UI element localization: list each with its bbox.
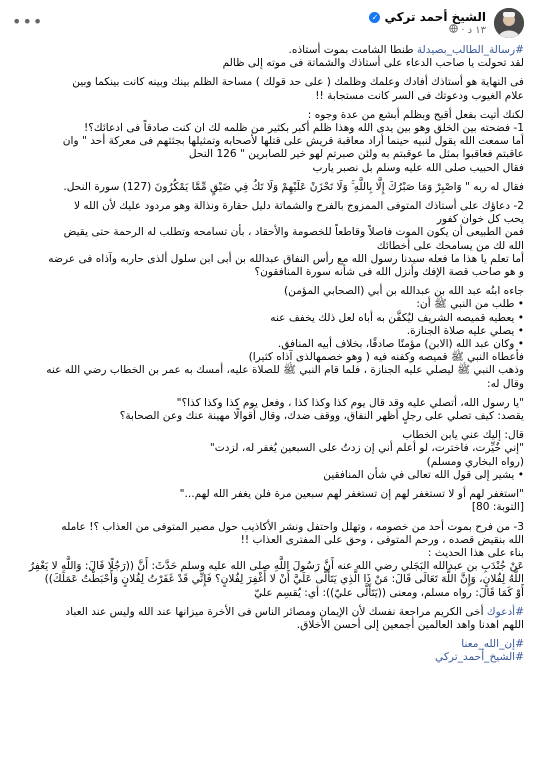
post-text-line: فأعطاه النبي ﷺ قميصه وكفنه فيه ( وهو خصمهالذى آذاه كثيرا)	[248, 351, 524, 364]
author-avatar[interactable]	[494, 8, 524, 38]
post-text-line: جاءه ابنُه عبد الله بن عبدالله بن أبي (الصحابي المؤمن)	[284, 285, 524, 298]
post-text-line: قال: إليك عني يابن الخطاب	[402, 429, 524, 442]
post-text-line: عَنْ جُنْدَبِ بن عبدالله البَجَلي رضي الله عنه أَنَّ رَسُولَ اللَّهِ صلى الله عليه وسلم حَدَّثَ: أَنَّ ((رَجُلًا قَالَ: وَاللَّهِ لا يَغْفِرُ	[28, 560, 524, 573]
post-text-line: "استغفر لهم أو لا تستغفر لهم إن تستغفر لهم سبعين مرة فلن يغفر الله لهم..."	[179, 488, 524, 501]
post-text-line: فقال له ربه " وَاصْبِرْ وَمَا صَبْرُكَ إِلَّا بِاللَّهِ ۚ وَلَا تَحْزَنْ عَلَيْهِمْ وَلَا تَكُ فِي ضَيْقٍ مِّمَّا يَمْكُرُونَ (127) سورة النحل.	[63, 180, 524, 193]
post-text-line: • يعطيه قميصه الشريف ليُكفَّن به أباه لعل ذلك يخفف عنه	[270, 311, 524, 324]
post-text-line: • طلب من النبي ﷺ أن:	[416, 298, 524, 311]
post-text-line: وذهب النبي ﷺ ليصلي عليه الجنازة ، فلما قام النبي ﷺ للصلاة عليه، أمسك به عمر بن الخطاب رضي الله عنه	[46, 364, 524, 377]
post-text-line: فى النهاية هو أستاذك أفادك وعلمك وظلمك ( على حد قولك ) مساحة الظلم بينك وبينه كانت بينكما وبين	[72, 76, 524, 89]
post-text-line: [التوبة: 80]	[471, 501, 524, 514]
author-name[interactable]: الشيخ أحمد تركي	[384, 10, 486, 24]
post-header	[12, 6, 524, 40]
post-text-line: علام الغيوب ودعوتك فى السر كانت مستجابة !!	[315, 89, 524, 102]
post-text-line: عاقبتم فعاقبوا بمثل ما عوقبتم به ولئن صبرتم لهو خير للصابرين " 126 النحل	[188, 148, 524, 161]
post-text-line: #أدعوك أخى الكريم مراجعة نفسك لأن الإيمان ومصائر الناس فى الأخرة ميزانها عند الله وليس عند العباد	[65, 605, 524, 618]
post-text-line: اللَّهُ لِفُلانٍ، وَإِنَّ اللَّهَ تَعَالَى قَالَ: مَنْ ذَا الَّذِي يَتَأَلَّى عَلَيَّ أَنْ لا أَغْفِرَ لِفُلانٍ؟ فَإِنِّي قَدْ غَفَرْتُ لِفُلانٍ وَأَحْبَطْتُ عَمَلَكَ))	[44, 573, 524, 586]
separator-dot: ·	[461, 24, 465, 36]
post-text-line: اللهم اهدنا واهد العالمين أجمعين إلى أحسن الأخلاق.	[296, 618, 524, 631]
post-meta	[369, 10, 486, 36]
post-text-line: وقال له:	[487, 377, 524, 390]
post-text-line: "إني خُيِّرت، فاخترت، لو أعلم أني إن زدتُ على السبعين يُغفر له، لزدت"	[209, 442, 524, 455]
post-text-line: "يا رسول الله، أتصلي عليه وقد قال يوم كذا وكذا كذا ، وفعل يوم كذا وكذا كذا؟"	[176, 396, 524, 409]
post-text-line: 3- من فرح بموت أحد من خصومه ، وتهلل واحتفل ونشر الأكاذيب حول مصير المتوفى من العذاب ؟! عامله	[61, 520, 524, 533]
post-text-line: • يشير إلى قول الله تعالى في شأن المنافقين	[323, 468, 524, 481]
post-text-line: فقال الحبيب صلى الله عليه وسلم بل نصبر يارب	[312, 161, 524, 174]
post-text-line: • وكان عبد الله (الابن) مؤمنًا صادقًا، بخلاف أبيه المنافق.	[277, 338, 524, 351]
post-time[interactable]: ١٣ د	[467, 24, 486, 36]
verified-badge-icon: ✓	[369, 12, 380, 23]
post-text-line: (رواه البخاري ومسلم)	[426, 455, 524, 468]
avatar-photo-icon	[494, 8, 524, 38]
post-text-line: يحب كل خوان كفور	[436, 213, 524, 226]
post-text-line	[12, 638, 524, 651]
post-text-line	[12, 651, 524, 664]
hashtag-link[interactable]: #الشيخ_أحمد_تركي	[435, 651, 524, 664]
hashtag-link[interactable]: #أدعوك	[486, 605, 524, 618]
post-body	[12, 44, 524, 665]
more-options-icon[interactable]: •••	[12, 12, 44, 31]
post-text-line: 1- فضحته بين الخلق وهو بين يدى الله وهذا ظلم أكبر بكثير من ظلمه لك ان كنت صادقاً فى ادعائك؟!	[84, 122, 524, 135]
post-text-line: 2- دعاؤك على أستاذك المتوفى الممزوج بالفرح والشماتة دليل حقارة ونذالة وهو مردود عليك لأن الله لا	[73, 200, 524, 213]
post-text-line: #رسالة_الطالب_بصيدلة طنطا الشامت بموت أستاذه.	[288, 44, 524, 56]
hashtag-link[interactable]: #إن_الله_معنا	[461, 638, 524, 651]
post-text-line: فمن الطبيعى أن يكون الموت فاصلاً وقاطعاً للخصومة والأحقاد ، بأن تسامحه وتطلب له الرحمة حتى يقيض	[63, 226, 524, 239]
post-text-line: الله بنقيض قصده ، ورحم المتوفى ، وحق على المفترى العذاب !!	[240, 533, 524, 546]
post-text-line: لكنك أتيت بفعل أقبح وبظلم أبشع من عدة وجوه :	[307, 108, 524, 121]
globe-icon	[449, 24, 458, 36]
hashtag-link[interactable]: #رسالة_الطالب_بصيدلة	[416, 44, 524, 56]
post-text-line: أما تعلم يا هذا ما فعله سيدنا رسول الله مع رأس النفاق عبدالله بن أبى ابن سلول ألذى حاربه وآذاه فى عرضه	[48, 252, 524, 265]
post-text-line: لقد تحولت يا صاحب الدعاء على أستاذك والشماتة فى موته إلى ظالم	[222, 57, 524, 70]
post-text-line: الله لك من يسامحك على أخطائك	[376, 239, 524, 252]
post-text-line: بناء على هذا الحديث :	[427, 546, 524, 559]
post-text-line: يقصد: كيف تصلي على رجلٍ أظهر النفاق، ووقف ضدك، وقال أقوالًا مهينة عنك وعن الصحابة؟	[119, 410, 524, 423]
post-text-line: أَوْ كَمَا قَالَ: رواه مسلم، ومعنى ((يَتَأَلَّى عليّ)): أي: يُقسِم عليّ	[254, 586, 524, 599]
post-text-line: و هو صاحب قصة الإفك وأنزل الله فى شأنه سورة المنافقون؟	[254, 266, 524, 279]
post-text-line: • يصلي عليه صلاة الجنازة.	[406, 324, 524, 337]
post-text-line: أما سمعت الله يقول لنبيه حينما أراد معاقبة قريش على قتلها لأصحابه وتمثيلها بجثثهم فى معركة أحد " وان	[62, 135, 524, 148]
